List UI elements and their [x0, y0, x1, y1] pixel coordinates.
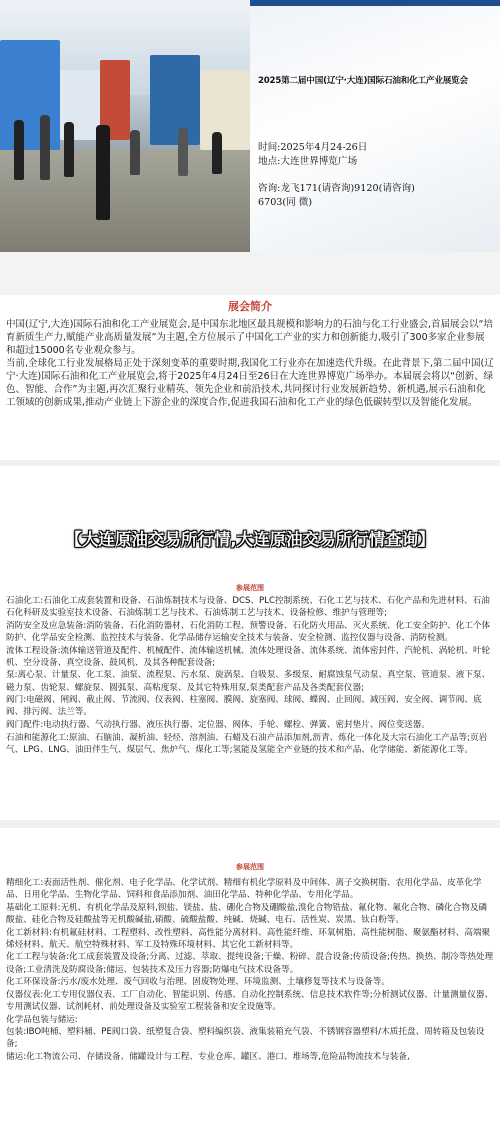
- scope-item: 化工环保设备:污水/废水处理、废气回收与治理、固废物处理、环境监测、土壤修复等技术与设备等。: [6, 977, 390, 988]
- scope-item: 化工新材料:有机氟硅材料、工程塑料、改性塑料、高性能分离材料、高性能纤维、环氧树脂、高性能树脂、聚氨酯材料、高端聚烯烃材料、航天、航空特殊材料、军工及特殊环境材料、其它化工新材料等。: [6, 927, 491, 950]
- scope-heading: 参展范围: [236, 584, 264, 592]
- scope-list-1: [6, 595, 494, 756]
- exhibition-photo: [0, 0, 250, 252]
- visitor: [130, 130, 140, 175]
- scope-item: 流体工程设备:流体输送管道及配件、机械配件、流体输送机械、流体处理设备、流体系统、流体密封件、汽轮机、涡轮机、叶轮机、空分设备、真空设备、鼓风机、及其各种配套设备;: [6, 645, 491, 668]
- booth-blue-2: [150, 55, 200, 145]
- intro-paragraph-1: 中国(辽宁,大连)国际石油和化工产业展览会,是中国东北地区最具规模和影响力的石油与化工行业盛会,首届展会以“培育新质生产力,赋能产业高质量发展”为主题,全方位展示了中国化工产业的实力和创新能力,吸引了300多家企业参展和超过15000名专业观众参与。: [6, 319, 493, 356]
- visitor: [96, 125, 110, 220]
- scope-item: 基础化工原料:无机、有机化学品及原料,钡盐、镁盐、盐、硼化合物及硼酸盐,溴化合物锆盐、氟化物、氟化合物、磷化合物及磷酸盐、硅化合物及硅酸盐等无机酸碱盐,硝酸、硫酸盐酸、纯碱、烧碱、电石、活性炭、炭黑、钛白粉等。: [6, 902, 488, 925]
- scope-item: 化工工程与装备:化工成套装置及设备;分离、过滤、萃取、提纯设备;干燥、粉碎、混合设备;传质设备;传热、换热、制冷等热处理设备;工业清洗及防腐设备;储运、包装技术及压力容器;防爆电气技术设备等。: [6, 952, 494, 975]
- poster-title: 2025第二届中国(辽宁·大连)国际石油和化工产业展览会: [258, 76, 468, 86]
- scope-item: 储运:化工物流公司、存储设备、储罐设计与工程、专业仓库、罐区、港口、堆场等,危险品物流技术与装备,: [6, 1051, 410, 1062]
- visitor: [178, 128, 188, 176]
- scope-item: 仪器仪表:化工专用仪器仪表、工厂自动化、智能识别、传感、自动化控制系统、信息技术软件等;分析测试仪器、计量测量仪器、专用测试仪器、试剂耗材、前处理设备及实验室工程装备和安全设施等。: [6, 989, 494, 1012]
- scope-heading-2: 参展范围: [236, 863, 264, 871]
- intro-heading: 展会简介: [228, 300, 272, 313]
- scope-item: 石油和能源化工:原油、石脑油、凝析油、轻烃、溶剂油、石蜡及石油产品添加剂,沥青、炼化一体化及大宗石油化工产品等;页岩气、LPG、LNG、油田伴生气、煤层气、焦炉气、煤化工等;氢能及氢能全产业链的技术和产品、化学储能、新能源化工等。: [6, 732, 488, 755]
- scope-item: 泵:离心泵、计量泵、化工泵、油泵、流程泵、污水泵、旋涡泵、自吸泵、多级泵、耐腐蚀泵气动泵、真空泵、管道泵、液下泵、磁力泵、齿轮泵、螺旋泵、圆弧泵、高粘度泵、及其它特殊用泵,泵类配套产品及各类配套仪器;: [6, 670, 491, 693]
- poster-consult: 咨询:龙飞171(请咨询)9120(请咨询): [258, 183, 415, 194]
- visitor: [212, 132, 222, 174]
- scope-item: 化学品包装与储运:: [6, 1014, 78, 1025]
- scope-item: 精细化工:表面活性剂、催化剂、电子化学品、化学试剂、精细有机化学原料及中间体、离子交换树脂、农用化学品、皮革化学品、日用化学品、生物化学品、饲料和食品添加剂、油田化学品、特种化学品、专用化学品。: [6, 878, 482, 901]
- scope-item: 阀门:电磁阀、闸阀、截止阀、节流阀、仪表阀、柱塞阀、膜阀、旋塞阀、球阀、蝶阀、止回阀、减压阀、安全阀、调节阀、底阀、排污阀、法兰等。: [6, 695, 482, 718]
- poster-time: 时间:2025年4月24-26日: [258, 142, 368, 153]
- intro-text: [6, 318, 494, 409]
- scope-list-2: [6, 877, 494, 1064]
- scope-item: 阀门配件:电动执行器、气动执行器、液压执行器、定位器、阀体、手轮、螺栓、弹簧、密封垫片、阀位变送器。: [6, 719, 430, 730]
- visitor: [14, 120, 24, 180]
- poster-band: [250, 0, 500, 6]
- booth-blue: [0, 40, 60, 160]
- visitor: [64, 122, 74, 177]
- visitor: [40, 115, 50, 180]
- section-divider: [0, 820, 500, 828]
- booth-beige: [200, 70, 250, 150]
- article-title-overlay: 【大连原油交易所行情,大连原油交易所行情查询】: [65, 530, 435, 549]
- poster-consult-wechat: 6703(同 微): [258, 197, 313, 208]
- section-gap: [0, 252, 500, 295]
- event-poster: [250, 0, 500, 252]
- scope-item: 消防安全及应急装备:消防装备、石化消防器材、石化消防工程、预警设备、石化防火用品、灭火系统、化工安全防护、化工个体防护、化学品安全检测、监控技术与装备、化学品储存运输安全技术与装备、安全检测、监控仪器与设备、消防检测。: [6, 620, 491, 643]
- scope-item: 包装:IBO吨桶、塑料桶、PE阀口袋、纸塑复合袋、塑料编织袋、液集装箱充气袋、不锈钢容器塑料/木质托盘、周转箱及包装设备;: [6, 1027, 485, 1050]
- intro-paragraph-2: 当前,全球化工行业发展格局正处于深刻变革的重要时期,我国化工行业亦在加速迭代升级。在此背景下,第二届中国(辽宁·大连)国际石油和化工产业展览会,将于2025年4月24日至26日在大连世界博览广场举办。本届展会将以“创新、绿色、智能、合作”为主题,再次汇聚行业精英、领先企业和前沿技术,共同探讨行业发展新趋势、新机遇,展示石油和化工领域的创新成果,推动产业链上下游企业的深度合作,促进我国石油和化工产业的绿色低碳转型以及智能化发展。: [6, 358, 494, 408]
- section-divider: [0, 460, 500, 466]
- poster-place: 地点:大连世界博览广场: [258, 156, 358, 167]
- scope-item: 石油化工:石油化工成套装置和设备、石油炼制技术与设备、DCS、PLC控制系统、石化工艺与技术、石化产品和先进材料、石油石化科研及实验室技术设备、石油炼制工艺与技术、石油炼制工艺与技术、设备检修、维护与管理等;: [6, 596, 490, 619]
